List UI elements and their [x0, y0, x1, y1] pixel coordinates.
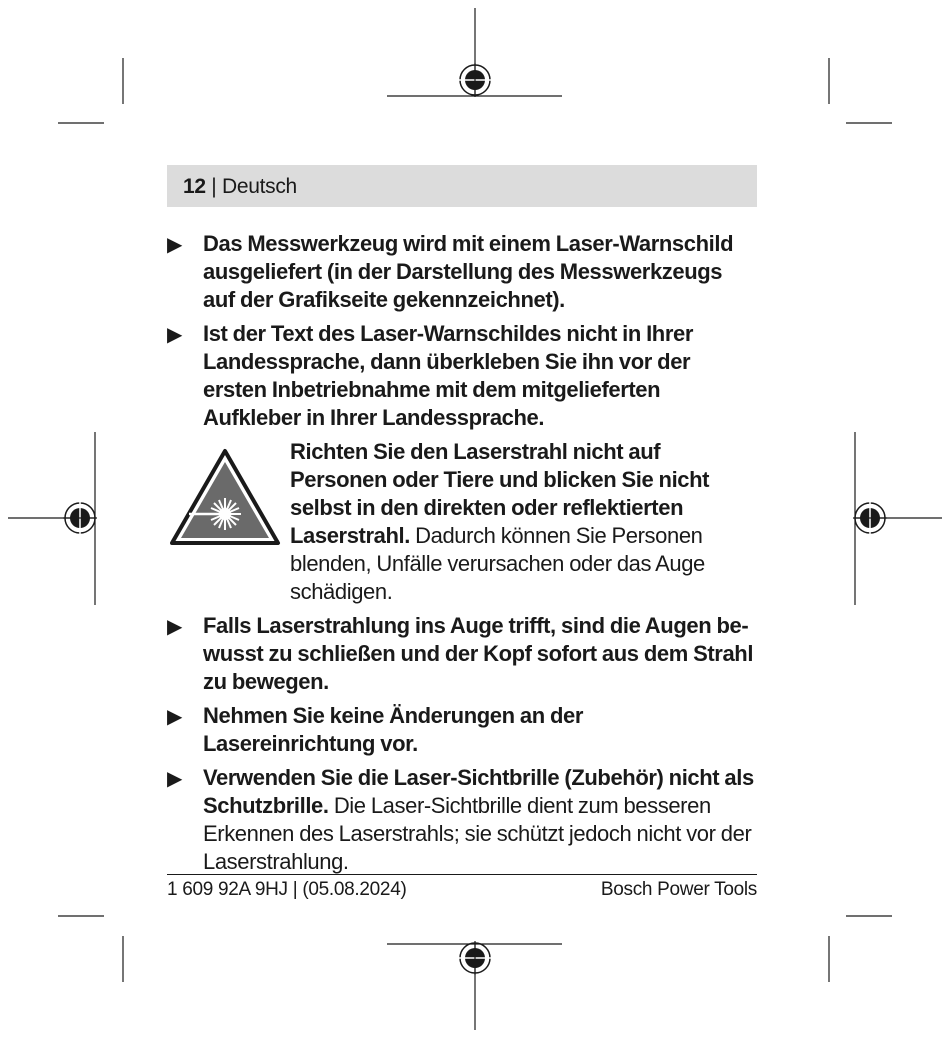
- bullet-arrow-icon: ▶: [167, 768, 183, 790]
- page-footer: [167, 874, 757, 901]
- registration-target-left: [63, 501, 97, 535]
- safety-item-bold: Falls Laserstrahlung ins Auge trifft, sind die Augen bewusst zu schließen und der Kopf sofort aus dem Strahl zu bewegen.: [203, 613, 754, 694]
- header-text: [183, 175, 297, 199]
- laser-warning-icon: [169, 448, 281, 546]
- registration-target-right: [853, 501, 887, 535]
- safety-item-bold: Ist der Text des Laser-Warnschildes nicht in Ihrer Landessprache, dann überkleben Sie ihn vor der ersten Inbetriebnahme mit dem mitgelieferten Aufkleber in Ihrer Landessprache.: [203, 321, 693, 430]
- bullet-arrow-icon: ▶: [167, 324, 183, 346]
- bullet-arrow-icon: ▶: [167, 706, 183, 728]
- bullet-arrow-icon: ▶: [167, 616, 183, 638]
- section-language: Deutsch: [222, 175, 297, 198]
- safety-item-bold: Das Messwerkzeug wird mit einem Laser-Warnschild ausgeliefert (in der Darstellung des Messwerkzeugs auf der Grafikseite gekennzeichnet).: [203, 231, 734, 312]
- registration-target-top: [458, 63, 492, 97]
- safety-item: [167, 612, 757, 696]
- warning-bold-text: Richten Sie den Laserstrahl nicht auf Personen oder Tiere und blicken Sie nicht selbst in den direkten oder reflektierten Laserstrahl.: [290, 439, 710, 548]
- safety-item-bold: Verwenden Sie die Laser-Sichtbrille (Zubehör) nicht als Schutzbrille.: [203, 765, 754, 818]
- laser-warning-block: [167, 438, 757, 606]
- safety-item: [167, 764, 757, 876]
- safety-item: [167, 320, 757, 432]
- safety-item-bold: Nehmen Sie keine Änderungen an der Lasereinrichtung vor.: [203, 703, 583, 756]
- registration-target-bottom: [458, 941, 492, 975]
- footer-document-id: 1 609 92A 9HJ | (05.08.2024): [167, 879, 407, 900]
- safety-item-normal: Die Laser-Sichtbrille dient zum besseren Erkennen des Laserstrahls; sie schützt jedoch nicht vor der Laserstrahlung.: [203, 793, 752, 874]
- safety-item: [167, 702, 757, 758]
- bullet-arrow-icon: ▶: [167, 234, 183, 256]
- page-header: [167, 165, 757, 207]
- warning-normal-text: Dadurch können Sie Personen blenden, Unfälle verursachen oder das Auge schädigen.: [290, 523, 705, 604]
- header-separator: |: [205, 175, 222, 198]
- page-number: 12: [183, 175, 206, 198]
- page-content: [167, 230, 757, 882]
- footer-brand: Bosch Power Tools: [600, 879, 757, 900]
- safety-item: [167, 230, 757, 314]
